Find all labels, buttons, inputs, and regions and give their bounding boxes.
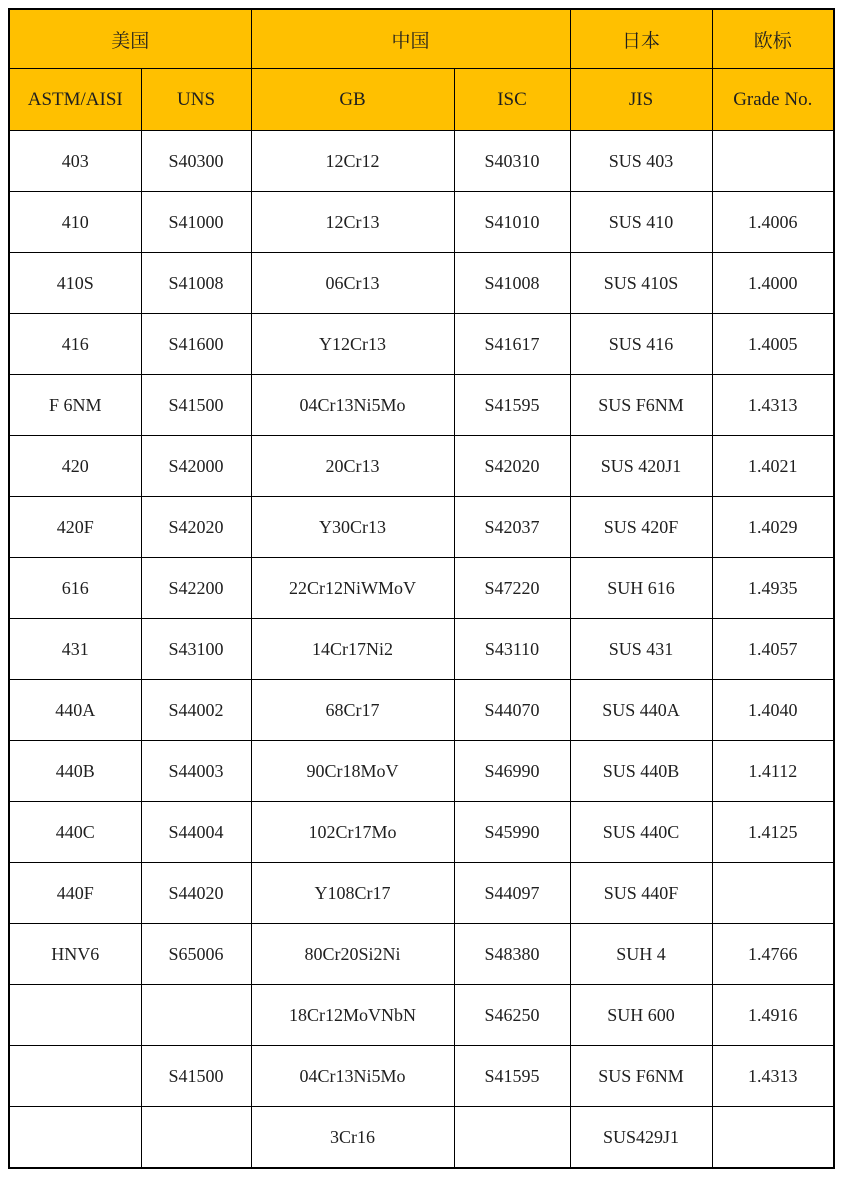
table-cell: 416 xyxy=(9,314,141,375)
table-cell: 04Cr13Ni5Mo xyxy=(251,1046,454,1107)
column-header-4: ISC xyxy=(454,69,570,131)
table-cell: 90Cr18MoV xyxy=(251,741,454,802)
table-cell: S43100 xyxy=(141,619,251,680)
table-cell: 410 xyxy=(9,192,141,253)
table-cell: SUH 4 xyxy=(570,924,712,985)
column-header-3: GB xyxy=(251,69,454,131)
table-cell: S42020 xyxy=(454,436,570,497)
table-cell: 431 xyxy=(9,619,141,680)
steel-grade-cross-reference-table xyxy=(8,8,835,1169)
table-row xyxy=(9,253,834,314)
table-cell: S42037 xyxy=(454,497,570,558)
table-cell: S46990 xyxy=(454,741,570,802)
country-group-header-row xyxy=(9,9,834,69)
table-row xyxy=(9,192,834,253)
table-row xyxy=(9,741,834,802)
table-cell: S40300 xyxy=(141,131,251,192)
table-cell: 14Cr17Ni2 xyxy=(251,619,454,680)
table-cell xyxy=(141,1107,251,1169)
table-cell: Y30Cr13 xyxy=(251,497,454,558)
table-cell: SUS F6NM xyxy=(570,375,712,436)
table-cell: 403 xyxy=(9,131,141,192)
table-cell: 1.4125 xyxy=(712,802,834,863)
table-cell xyxy=(9,985,141,1046)
group-header-1: 美国 xyxy=(9,9,251,69)
table-cell: S41595 xyxy=(454,375,570,436)
table-row xyxy=(9,314,834,375)
table-cell: SUS 410 xyxy=(570,192,712,253)
table-cell: 06Cr13 xyxy=(251,253,454,314)
table-cell: S46250 xyxy=(454,985,570,1046)
group-header-4: 欧标 xyxy=(712,9,834,69)
table-cell: S44097 xyxy=(454,863,570,924)
table-cell: 102Cr17Mo xyxy=(251,802,454,863)
table-cell: 440A xyxy=(9,680,141,741)
table-cell: 420F xyxy=(9,497,141,558)
table-cell: S41008 xyxy=(141,253,251,314)
table-row xyxy=(9,802,834,863)
table-cell: S41008 xyxy=(454,253,570,314)
table-cell: Y12Cr13 xyxy=(251,314,454,375)
table-cell: S65006 xyxy=(141,924,251,985)
table-cell: 18Cr12MoVNbN xyxy=(251,985,454,1046)
table-row xyxy=(9,985,834,1046)
table-cell: S41000 xyxy=(141,192,251,253)
table-cell: 1.4313 xyxy=(712,1046,834,1107)
group-header-2: 中国 xyxy=(251,9,570,69)
table-cell: SUS 440C xyxy=(570,802,712,863)
table-cell: 1.4000 xyxy=(712,253,834,314)
table-cell: S41595 xyxy=(454,1046,570,1107)
table-cell: 1.4916 xyxy=(712,985,834,1046)
table-cell xyxy=(712,131,834,192)
table-row xyxy=(9,131,834,192)
table-cell xyxy=(712,863,834,924)
table-row xyxy=(9,558,834,619)
table-cell: S44020 xyxy=(141,863,251,924)
table-cell: SUS 440F xyxy=(570,863,712,924)
table-cell: 440B xyxy=(9,741,141,802)
table-cell: Y108Cr17 xyxy=(251,863,454,924)
table-cell: S44003 xyxy=(141,741,251,802)
table-cell xyxy=(454,1107,570,1169)
table-row xyxy=(9,924,834,985)
table-cell: S41500 xyxy=(141,375,251,436)
group-header-3: 日本 xyxy=(570,9,712,69)
table-cell: 3Cr16 xyxy=(251,1107,454,1169)
table-cell: HNV6 xyxy=(9,924,141,985)
table-cell: S44002 xyxy=(141,680,251,741)
table-cell: S41010 xyxy=(454,192,570,253)
table-cell xyxy=(9,1107,141,1169)
table-cell: 80Cr20Si2Ni xyxy=(251,924,454,985)
table-cell: 1.4006 xyxy=(712,192,834,253)
table-cell: S42000 xyxy=(141,436,251,497)
table-cell: SUS 410S xyxy=(570,253,712,314)
table-row xyxy=(9,680,834,741)
table-cell: SUS 416 xyxy=(570,314,712,375)
table-cell: SUS 431 xyxy=(570,619,712,680)
table-cell: 1.4766 xyxy=(712,924,834,985)
table-cell: 616 xyxy=(9,558,141,619)
table-cell: S41600 xyxy=(141,314,251,375)
table-cell: SUS 440B xyxy=(570,741,712,802)
table-cell: 68Cr17 xyxy=(251,680,454,741)
table-cell: S41500 xyxy=(141,1046,251,1107)
table-cell: 1.4021 xyxy=(712,436,834,497)
table-cell: SUH 600 xyxy=(570,985,712,1046)
table-cell: 1.4057 xyxy=(712,619,834,680)
table-cell xyxy=(141,985,251,1046)
table-cell: F 6NM xyxy=(9,375,141,436)
table-cell: S43110 xyxy=(454,619,570,680)
table-cell: S42200 xyxy=(141,558,251,619)
table-row xyxy=(9,1046,834,1107)
table-cell: 1.4935 xyxy=(712,558,834,619)
table-cell: S40310 xyxy=(454,131,570,192)
table-cell: 12Cr13 xyxy=(251,192,454,253)
table-header xyxy=(9,9,834,131)
table-cell: S47220 xyxy=(454,558,570,619)
table-cell: SUS 420J1 xyxy=(570,436,712,497)
table-cell: 440F xyxy=(9,863,141,924)
table-cell: 420 xyxy=(9,436,141,497)
table-cell: 410S xyxy=(9,253,141,314)
table-cell: 12Cr12 xyxy=(251,131,454,192)
table-cell: S41617 xyxy=(454,314,570,375)
table-cell: SUS 403 xyxy=(570,131,712,192)
table-row xyxy=(9,436,834,497)
table-cell xyxy=(9,1046,141,1107)
table-row xyxy=(9,375,834,436)
column-header-5: JIS xyxy=(570,69,712,131)
table-cell: 440C xyxy=(9,802,141,863)
table-cell: SUS 440A xyxy=(570,680,712,741)
table-row xyxy=(9,863,834,924)
table-cell: 1.4005 xyxy=(712,314,834,375)
table-cell: S48380 xyxy=(454,924,570,985)
table-cell: SUS429J1 xyxy=(570,1107,712,1169)
table-row xyxy=(9,619,834,680)
table-row xyxy=(9,497,834,558)
column-header-6: Grade No. xyxy=(712,69,834,131)
table-body xyxy=(9,131,834,1169)
table-cell: S42020 xyxy=(141,497,251,558)
table-cell: SUS F6NM xyxy=(570,1046,712,1107)
table-cell: 04Cr13Ni5Mo xyxy=(251,375,454,436)
table-cell: 1.4112 xyxy=(712,741,834,802)
table-cell xyxy=(712,1107,834,1169)
table-cell: 1.4029 xyxy=(712,497,834,558)
table-cell: S45990 xyxy=(454,802,570,863)
table-cell: SUH 616 xyxy=(570,558,712,619)
column-header-row xyxy=(9,69,834,131)
table-row xyxy=(9,1107,834,1169)
table-cell: 20Cr13 xyxy=(251,436,454,497)
table-cell: S44070 xyxy=(454,680,570,741)
table-cell: S44004 xyxy=(141,802,251,863)
column-header-1: ASTM/AISI xyxy=(9,69,141,131)
table-cell: 1.4040 xyxy=(712,680,834,741)
table-cell: 22Cr12NiWMoV xyxy=(251,558,454,619)
column-header-2: UNS xyxy=(141,69,251,131)
table-cell: SUS 420F xyxy=(570,497,712,558)
table-cell: 1.4313 xyxy=(712,375,834,436)
